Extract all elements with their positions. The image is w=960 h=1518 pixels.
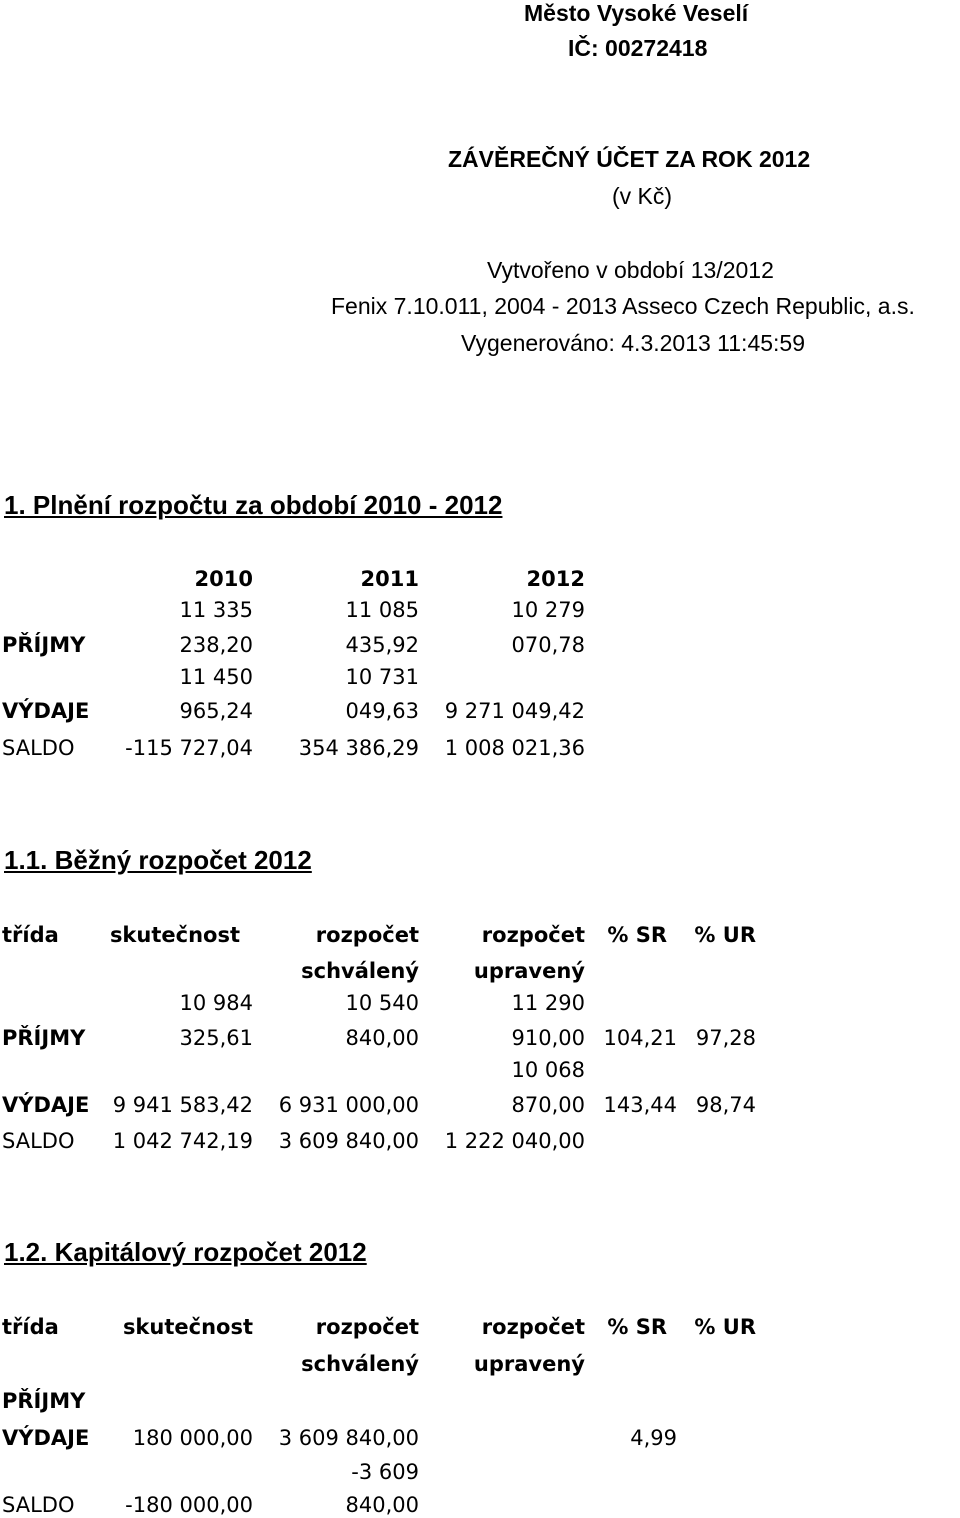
section12-title: 1.2. Kapitálový rozpočet 2012 <box>4 1237 367 1267</box>
value-cell: 840,00 <box>345 1026 419 1050</box>
row-label-saldo: SALDO <box>2 736 75 760</box>
value-cell: 9 271 049,42 <box>444 699 585 723</box>
value-cell: -115 727,04 <box>125 736 253 760</box>
value-cell: 97,28 <box>695 1026 756 1050</box>
column-header: rozpočet <box>315 1315 419 1339</box>
org-name: Město Vysoké Veselí <box>524 0 749 26</box>
value-cell: 4,99 <box>630 1426 677 1450</box>
row-label-saldo: SALDO <box>2 1493 75 1517</box>
value-cell: 6 931 000,00 <box>278 1093 419 1117</box>
value-cell: 3 609 840,00 <box>278 1129 419 1153</box>
column-header: třída <box>2 1315 59 1339</box>
row-label-výdaje: VÝDAJE <box>2 1093 90 1117</box>
value-cell: 11 335 <box>179 598 253 622</box>
section11-title: 1.1. Běžný rozpočet 2012 <box>4 845 312 875</box>
org-ic: IČ: 00272418 <box>568 35 708 61</box>
value-cell: 435,92 <box>345 633 419 657</box>
generated-note: Vygenerováno: 4.3.2013 11:45:59 <box>461 330 806 356</box>
value-cell: 325,61 <box>179 1026 253 1050</box>
column-subheader: schválený <box>301 1352 419 1376</box>
value-cell: 11 450 <box>179 665 253 689</box>
value-cell: -180 000,00 <box>125 1493 253 1517</box>
value-cell: 870,00 <box>511 1093 585 1117</box>
row-label-saldo: SALDO <box>2 1129 75 1153</box>
period-note: Vytvořeno v období 13/2012 <box>487 257 774 283</box>
column-subheader: upravený <box>473 1352 585 1376</box>
value-cell: 354 386,29 <box>298 736 419 760</box>
value-cell: 1 222 040,00 <box>444 1129 585 1153</box>
value-cell: 104,21 <box>603 1026 677 1050</box>
value-cell: 238,20 <box>179 633 253 657</box>
value-cell: 070,78 <box>511 633 585 657</box>
column-header: rozpočet <box>315 923 419 947</box>
column-header: skutečnost <box>122 1315 253 1339</box>
currency-note: (v Kč) <box>612 183 673 209</box>
value-cell: 840,00 <box>345 1493 419 1517</box>
value-cell: 11 290 <box>511 991 585 1015</box>
column-header: skutečnost <box>109 923 240 947</box>
value-cell: -3 609 <box>351 1460 419 1484</box>
column-subheader: upravený <box>473 959 585 983</box>
value-cell: 1 008 021,36 <box>444 736 585 760</box>
value-cell: 9 941 583,42 <box>112 1093 253 1117</box>
row-label-příjmy: PŘÍJMY <box>2 1026 86 1050</box>
column-header: třída <box>2 923 59 947</box>
column-header: % UR <box>694 923 756 947</box>
software-note: Fenix 7.10.011, 2004 - 2013 Asseco Czech Republic, a.s. <box>331 293 915 319</box>
row-label-výdaje: VÝDAJE <box>2 1426 90 1450</box>
row-label-příjmy: PŘÍJMY <box>2 633 86 657</box>
year-header: 2010 <box>194 567 253 591</box>
value-cell: 10 731 <box>345 665 419 689</box>
value-cell: 910,00 <box>511 1026 585 1050</box>
column-header: % SR <box>607 1315 667 1339</box>
value-cell: 143,44 <box>603 1093 677 1117</box>
column-header: % SR <box>607 923 667 947</box>
value-cell: 11 085 <box>345 598 419 622</box>
column-subheader: schválený <box>301 959 419 983</box>
column-header: % UR <box>694 1315 756 1339</box>
row-label-výdaje: VÝDAJE <box>2 699 90 723</box>
value-cell: 180 000,00 <box>132 1426 253 1450</box>
value-cell: 3 609 840,00 <box>278 1426 419 1450</box>
value-cell: 1 042 742,19 <box>112 1129 253 1153</box>
value-cell: 10 540 <box>345 991 419 1015</box>
value-cell: 965,24 <box>179 699 253 723</box>
value-cell: 10 068 <box>511 1058 585 1082</box>
year-header: 2012 <box>526 567 585 591</box>
document-title: ZÁVĚREČNÝ ÚČET ZA ROK 2012 <box>448 146 811 172</box>
value-cell: 10 984 <box>179 991 253 1015</box>
column-header: rozpočet <box>481 923 585 947</box>
value-cell: 10 279 <box>511 598 585 622</box>
value-cell: 049,63 <box>345 699 419 723</box>
row-label-příjmy: PŘÍJMY <box>2 1389 86 1413</box>
column-header: rozpočet <box>481 1315 585 1339</box>
section1-title: 1. Plnění rozpočtu za období 2010 - 2012 <box>4 490 503 520</box>
year-header: 2011 <box>360 567 419 591</box>
value-cell: 98,74 <box>695 1093 756 1117</box>
